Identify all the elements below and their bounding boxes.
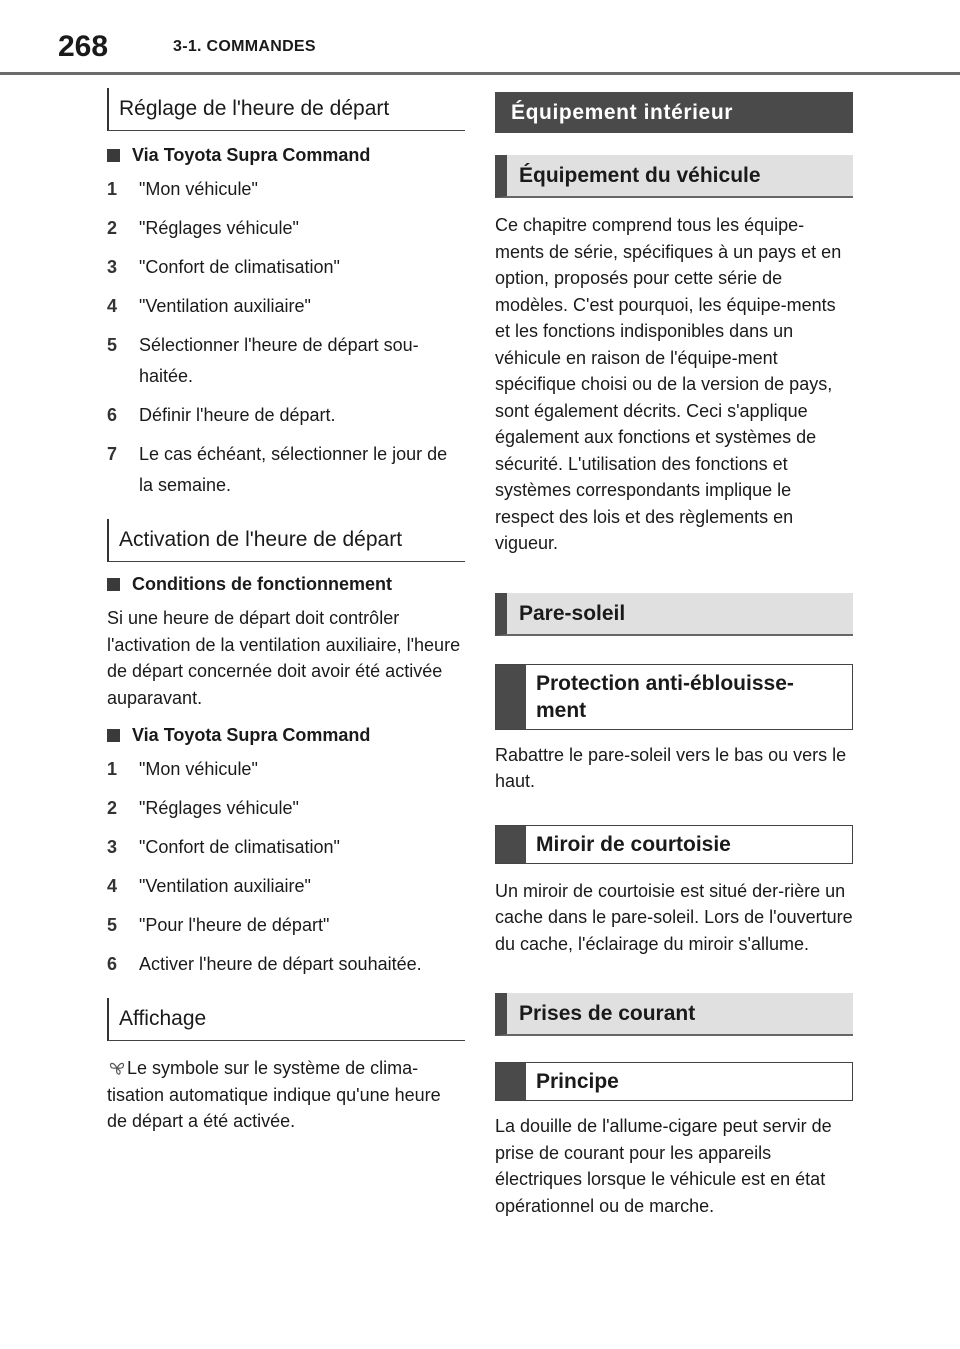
glare-protection-title: Protection anti-éblouisse-ment [536,671,794,722]
section-vehicle-equipment: Équipement du véhicule [495,155,853,198]
step-text: "Ventilation auxiliaire" [139,876,311,896]
step-number: 5 [107,335,118,355]
step-number: 1 [107,759,118,779]
step-item [107,949,465,980]
subsection-vanity-mirror [495,825,853,864]
heading-display: Affichage [107,998,465,1041]
section-sun-visor: Pare-soleil [495,593,853,636]
display-text: Le symbole sur le système de clima-tisation automatique indique qu'une heure de départ a été activée. [107,1058,441,1131]
chapter-heading: Équipement intérieur [495,92,853,133]
square-bullet-icon [107,578,120,591]
step-item [107,754,465,785]
step-number: 2 [107,218,118,238]
section-power-sockets: Prises de courant [495,993,853,1036]
left-column [107,88,465,1135]
box-marker [496,665,526,729]
via-command-label: Via Toyota Supra Command [132,145,371,165]
step-text: Définir l'heure de départ. [139,405,336,425]
step-text: "Réglages véhicule" [139,218,299,238]
step-item [107,832,465,863]
via-command-heading-2 [107,725,465,746]
box-marker [496,826,526,863]
step-text: "Confort de climatisation" [139,837,340,857]
step-text: "Ventilation auxiliaire" [139,296,311,316]
square-bullet-icon [107,729,120,742]
step-text: "Confort de climatisation" [139,257,340,277]
step-item [107,174,465,205]
heading-activate-departure-time: Activation de l'heure de départ [107,519,465,562]
vanity-mirror-title: Miroir de courtoisie [536,832,731,856]
step-number: 1 [107,179,118,199]
step-item [107,291,465,322]
page-number: 268 [58,30,109,63]
step-text: "Mon véhicule" [139,179,258,199]
step-item [107,910,465,941]
step-number: 5 [107,915,118,935]
conditions-label: Conditions de fonctionnement [132,574,392,594]
section-title: 3-1. COMMANDES [173,38,316,55]
square-bullet-icon [107,149,120,162]
step-number: 2 [107,798,118,818]
principle-text: La douille de l'allume-cigare peut servir de prise de courant pour les appareils électriques lorsque le véhicule est en état opérationnel ou de marche. [495,1116,832,1216]
header-divider [0,72,960,75]
box-marker [496,1063,526,1100]
step-item [107,871,465,902]
step-item [107,793,465,824]
step-text: Activer l'heure de départ souhaitée. [139,954,422,974]
step-item [107,330,465,392]
heading-set-departure-time: Réglage de l'heure de départ [107,88,465,131]
vehicle-equipment-text: Ce chapitre comprend tous les équipe-ments de série, spécifiques à un pays et en option, proposés pour cette série de modèles. C'est pourquoi, les équipe-ments et les fonctions indisponibles dans un véhicule en raison de l'équipe-ment spécifique choisi ou de la version de pays, sont également décrits. Ceci s'applique également aux fonctions et systèmes de sécurité. L'utilisation des fonctions et systèmes correspondants implique le respect des lois et des règlements en vigueur. [495,215,842,553]
step-number: 4 [107,876,118,896]
step-text: "Pour l'heure de départ" [139,915,330,935]
step-number: 6 [107,954,118,974]
step-number: 7 [107,444,118,464]
step-number: 4 [107,296,118,316]
fan-symbol-icon [107,1059,127,1077]
step-item [107,213,465,244]
subsection-principle [495,1062,853,1101]
step-number: 3 [107,837,118,857]
step-text: "Réglages véhicule" [139,798,299,818]
step-item [107,439,465,501]
via-command-heading [107,145,465,166]
display-paragraph [107,1055,465,1135]
conditions-heading [107,574,465,595]
step-text: Le cas échéant, sélectionner le jour de la semaine. [139,444,448,495]
subsection-glare-protection [495,664,853,730]
vanity-mirror-text: Un miroir de courtoisie est situé der-rière un cache dans le pare-soleil. Lors de l'ouverture du cache, l'éclairage du miroir s'allume. [495,880,853,954]
step-number: 3 [107,257,118,277]
step-item [107,252,465,283]
conditions-text: Si une heure de départ doit contrôler l'activation de la ventilation auxiliaire, l'heure de départ concernée doit avoir été activée auparavant. [107,608,461,708]
steps-list-2 [107,754,465,980]
steps-list [107,174,465,501]
step-number: 6 [107,405,118,425]
glare-protection-text: Rabattre le pare-soleil vers le bas ou vers le haut. [495,744,847,791]
step-text: Sélectionner l'heure de départ sou-haitée. [139,335,419,386]
principle-title: Principe [536,1070,619,1093]
right-column [495,92,853,1219]
step-text: "Mon véhicule" [139,759,258,779]
via-command-label-2: Via Toyota Supra Command [132,725,371,745]
step-item [107,400,465,431]
